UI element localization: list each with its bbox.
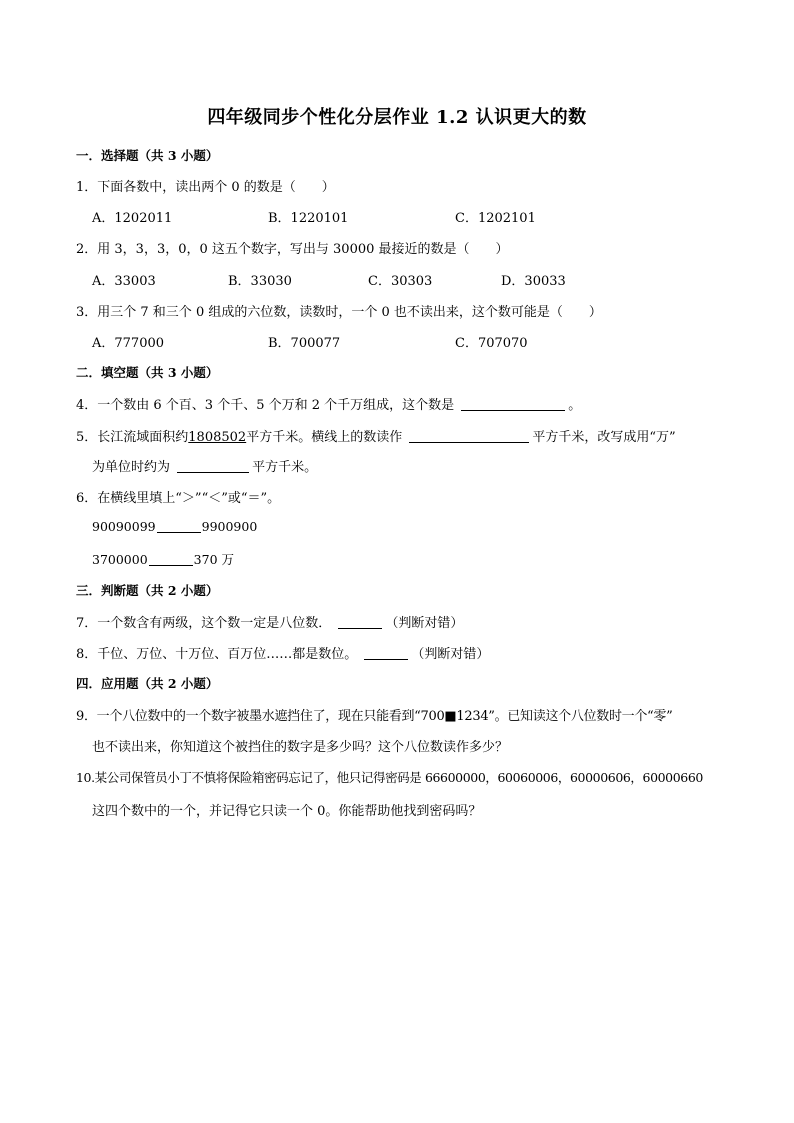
question-10-line-1: 10.某公司保管员小丁不慎将保险箱密码忘记了，他只记得密码是 66600000，60060006，60000606，60000660 <box>76 770 703 785</box>
question-3-option-b: B．700077 <box>268 336 341 351</box>
question-4 <box>76 394 581 413</box>
question-1-option-c: C．1202101 <box>455 211 536 226</box>
question-6-row2-right: 370 万 <box>193 552 235 567</box>
question-6-row1-right: 9900900 <box>201 519 258 534</box>
question-9-line-1: 9．一个八位数中的一个数字被墨水遮挡住了，现在只能看到“700■1234”。已知读这个八位数时一个“零” <box>76 709 673 724</box>
question-7-text: 7．一个数含有两级，这个数一定是八位数． <box>76 616 332 631</box>
question-3-stem: 3．用三个 7 和三个 0 组成的六位数，读数时，一个 0 也不读出来，这个数可能是（ ） <box>76 305 602 320</box>
question-8-tail: （判断对错） <box>411 647 490 662</box>
question-2-option-d: D．30033 <box>501 274 566 289</box>
question-5-line2-end: 平方千米。 <box>252 460 318 475</box>
question-5-line2-pre: 为单位时约为 <box>92 460 171 475</box>
section-heading-choice: 一．选择题（共 3 小题） <box>76 148 219 163</box>
question-8-text: 8．千位、万位、十万位、百万位……都是数位。 <box>76 647 358 662</box>
question-5-mid: 平方千米。横线上的数读作 <box>246 430 403 445</box>
question-6-row1-blank[interactable] <box>157 519 201 533</box>
question-5-line-1 <box>76 426 676 445</box>
question-8 <box>76 643 489 662</box>
question-6-row2-left: 3700000 <box>92 552 148 567</box>
question-2-option-c: C．30303 <box>368 274 433 289</box>
question-5-mid2: 平方千米，改写成用“万” <box>532 430 676 445</box>
question-7-tail: （判断对错） <box>385 616 464 631</box>
question-6-row2-blank[interactable] <box>149 552 193 566</box>
question-3-option-c: C．707070 <box>455 336 528 351</box>
question-10-line-2: 这四个数中的一个，并记得它只读一个 0。你能帮助他找到密码吗？ <box>92 804 482 819</box>
question-1-option-b: B．1220101 <box>268 211 349 226</box>
question-5-approx-blank[interactable] <box>177 459 249 473</box>
question-2-option-b: B．33030 <box>228 274 292 289</box>
question-1-stem: 1．下面各数中，读出两个 0 的数是（ ） <box>76 180 335 195</box>
question-5-pre: 5．长江流域面积约 <box>76 430 189 445</box>
question-1-option-a: A．1202011 <box>92 211 173 226</box>
question-5-underlined-number: 1808502 <box>188 430 247 445</box>
question-9-line-2: 也不读出来，你知道这个被挡住的数字是多少吗？这个八位数读作多少？ <box>92 740 509 755</box>
question-4-text: 4．一个数由 6 个百、3 个千、5 个万和 2 个千万组成，这个数是 <box>76 398 455 413</box>
question-6-row-2 <box>92 550 234 568</box>
question-8-answer-blank[interactable] <box>364 646 408 660</box>
question-5-reading-blank[interactable] <box>409 429 529 443</box>
question-6-row1-left: 90090099 <box>92 519 156 534</box>
page-title: 四年级同步个性化分层作业 1.2 认识更大的数 <box>207 107 587 128</box>
question-4-answer-blank[interactable] <box>461 397 565 411</box>
section-heading-application: 四．应用题（共 2 小题） <box>76 676 219 691</box>
question-3-option-a: A．777000 <box>92 336 165 351</box>
question-5-line-2 <box>92 456 317 475</box>
question-2-option-a: A．33003 <box>92 274 156 289</box>
section-heading-judge: 三．判断题（共 2 小题） <box>76 583 219 598</box>
question-4-end: 。 <box>568 398 582 413</box>
section-heading-fill: 二．填空题（共 3 小题） <box>76 365 219 380</box>
question-7 <box>76 612 463 631</box>
question-2-stem: 2．用 3，3，3，0，0 这五个数字，写出与 30000 最接近的数是（ ） <box>76 242 509 257</box>
question-6-stem: 6．在横线里填上“＞”“＜”或“＝”。 <box>76 491 281 506</box>
question-6-row-1 <box>92 519 257 534</box>
question-7-answer-blank[interactable] <box>338 615 382 629</box>
